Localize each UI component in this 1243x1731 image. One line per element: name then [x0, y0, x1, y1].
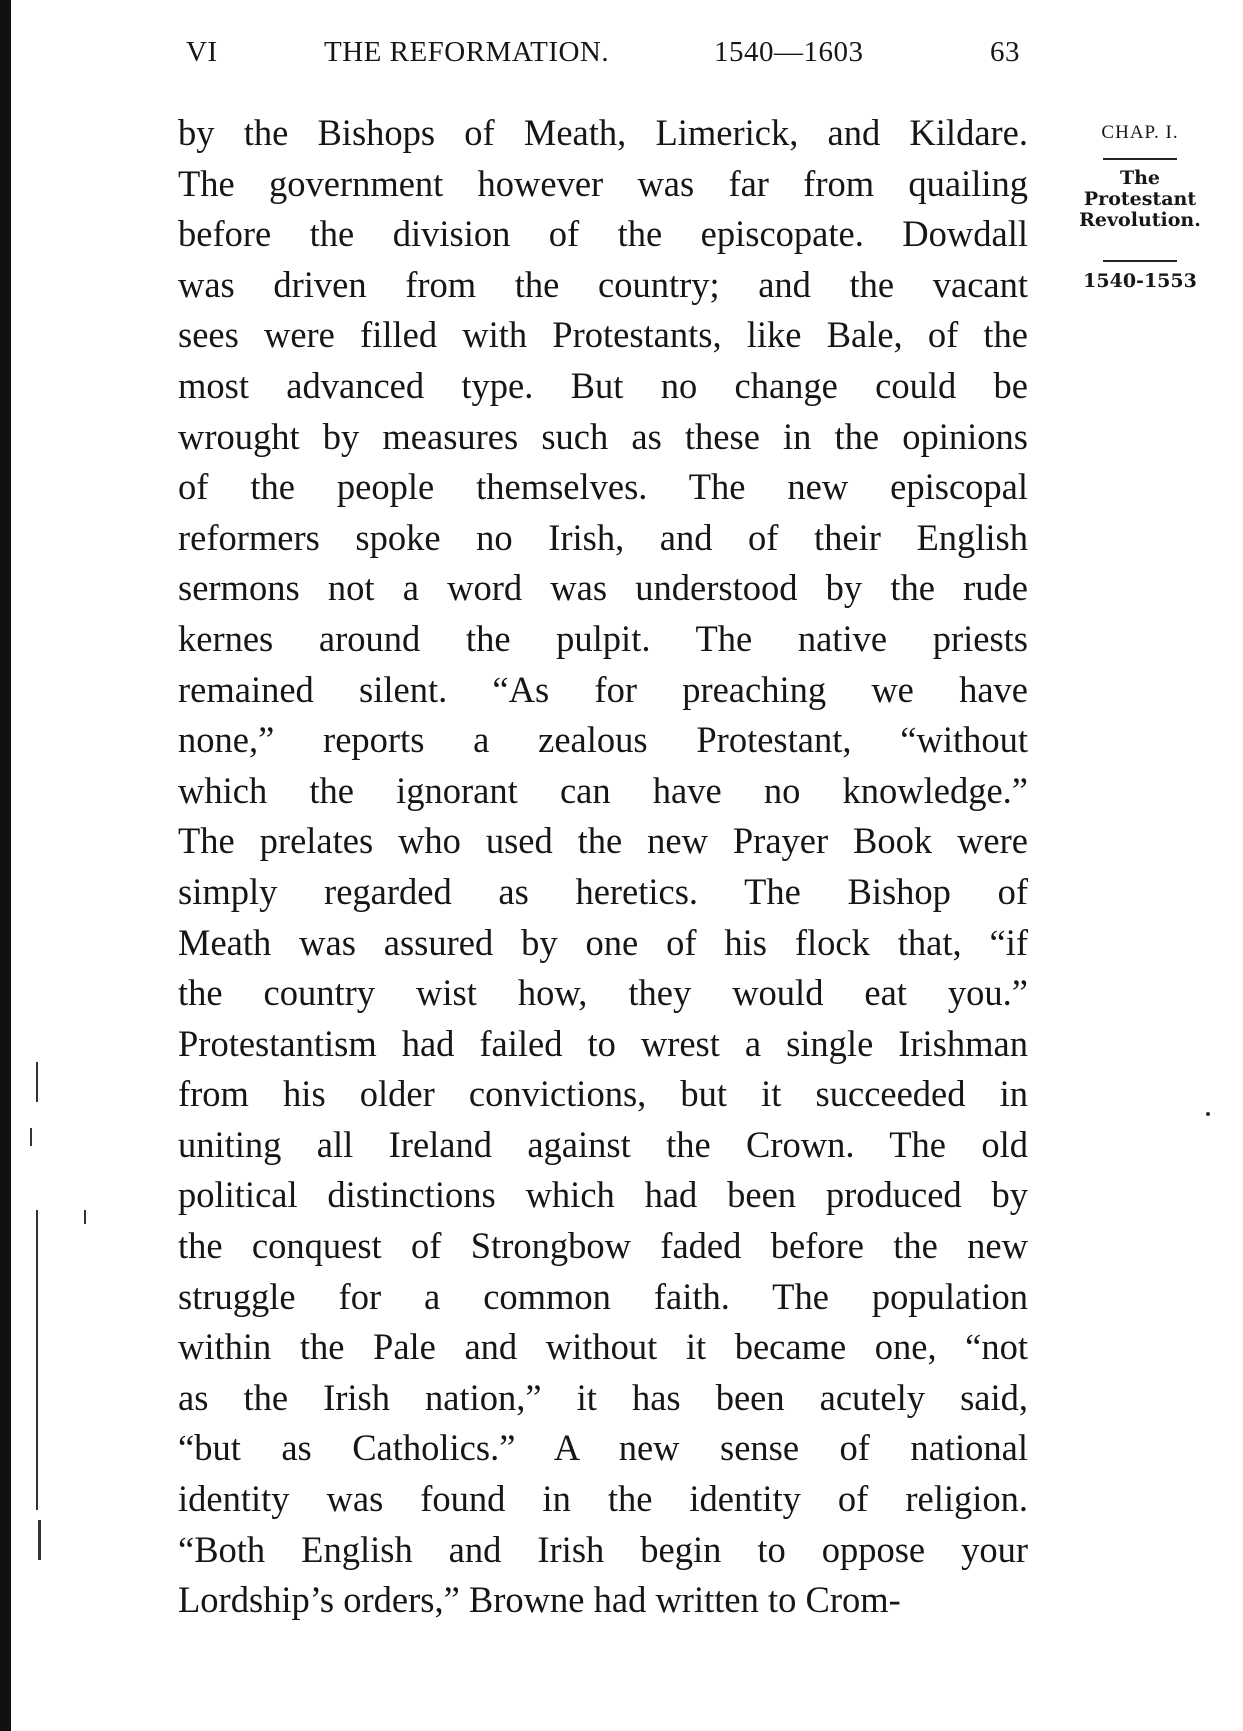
page-number: 63	[990, 36, 1020, 68]
text-line: before the division of the episcopate. Dowdall	[178, 213, 1028, 255]
margin-rule	[1103, 158, 1177, 160]
scan-speck	[84, 1210, 86, 1224]
text-line: reformers spoke no Irish, and of their English	[178, 516, 1028, 558]
text-line: kernes around the pulpit. The native priests	[178, 617, 1028, 659]
margin-title-line: Protestant	[1083, 188, 1197, 210]
scan-speck	[1206, 1112, 1210, 1116]
text-line: simply regarded as heretics. The Bishop of	[178, 870, 1028, 912]
text-line: the conquest of Strongbow faded before the new	[178, 1225, 1028, 1267]
text-line: Protestantism had failed to wrest a single Irishman	[178, 1022, 1028, 1064]
text-line: none,” reports a zealous Protestant, “without	[178, 719, 1028, 761]
binding-edge	[0, 0, 11, 1731]
margin-title	[1040, 168, 1240, 231]
margin-chapter: CHAP. I.	[1101, 122, 1179, 143]
scan-speck	[36, 1210, 38, 1510]
text-line: sees were filled with Protestants, like Bale, of the	[178, 314, 1028, 356]
text-line: “Both English and Irish begin to oppose your	[178, 1528, 1028, 1570]
margin-title-line: The	[1119, 167, 1161, 189]
margin-title-line: Revolution.	[1079, 209, 1201, 231]
text-line: the country wist how, they would eat you.”	[178, 972, 1028, 1014]
margin-rule	[1103, 260, 1177, 262]
text-line: of the people themselves. The new episcopal	[178, 466, 1028, 508]
text-line: uniting all Ireland against the Crown. The old	[178, 1123, 1028, 1165]
text-line: sermons not a word was understood by the rude	[178, 567, 1028, 609]
text-line: The prelates who used the new Prayer Book were	[178, 820, 1028, 862]
text-line: struggle for a common faith. The population	[178, 1275, 1028, 1317]
running-title: THE REFORMATION.	[324, 36, 610, 68]
text-line: remained silent. “As for preaching we have	[178, 668, 1028, 710]
text-line: identity was found in the identity of religion.	[178, 1478, 1028, 1520]
text-line: Lordship’s orders,” Browne had written to Crom-	[178, 1579, 901, 1621]
text-line: “but as Catholics.” A new sense of national	[178, 1427, 1028, 1469]
text-line: wrought by measures such as these in the opinions	[178, 415, 1028, 457]
text-line: within the Pale and without it became one, “not	[178, 1326, 1028, 1368]
scan-speck	[38, 1520, 41, 1560]
text-line: Meath was assured by one of his flock that, “if	[178, 921, 1028, 963]
body-paragraph	[178, 108, 1028, 1626]
scan-speck	[30, 1128, 32, 1146]
scan-speck	[36, 1062, 38, 1102]
text-line: most advanced type. But no change could be	[178, 364, 1028, 406]
section-number: VI	[186, 36, 218, 68]
running-dates: 1540—1603	[714, 36, 864, 68]
text-line: political distinctions which had been produced by	[178, 1174, 1028, 1216]
text-line: which the ignorant can have no knowledge.”	[178, 769, 1028, 811]
text-line: by the Bishops of Meath, Limerick, and Kildare.	[178, 112, 1028, 153]
text-line: from his older convictions, but it succeeded in	[178, 1073, 1028, 1115]
margin-date-range: 1540-1553	[1083, 270, 1197, 292]
text-line: The government however was far from quailing	[178, 162, 1028, 204]
text-line: was driven from the country; and the vacant	[178, 263, 1028, 305]
text-line: as the Irish nation,” it has been acutely said,	[178, 1376, 1028, 1418]
running-header	[0, 36, 1243, 76]
